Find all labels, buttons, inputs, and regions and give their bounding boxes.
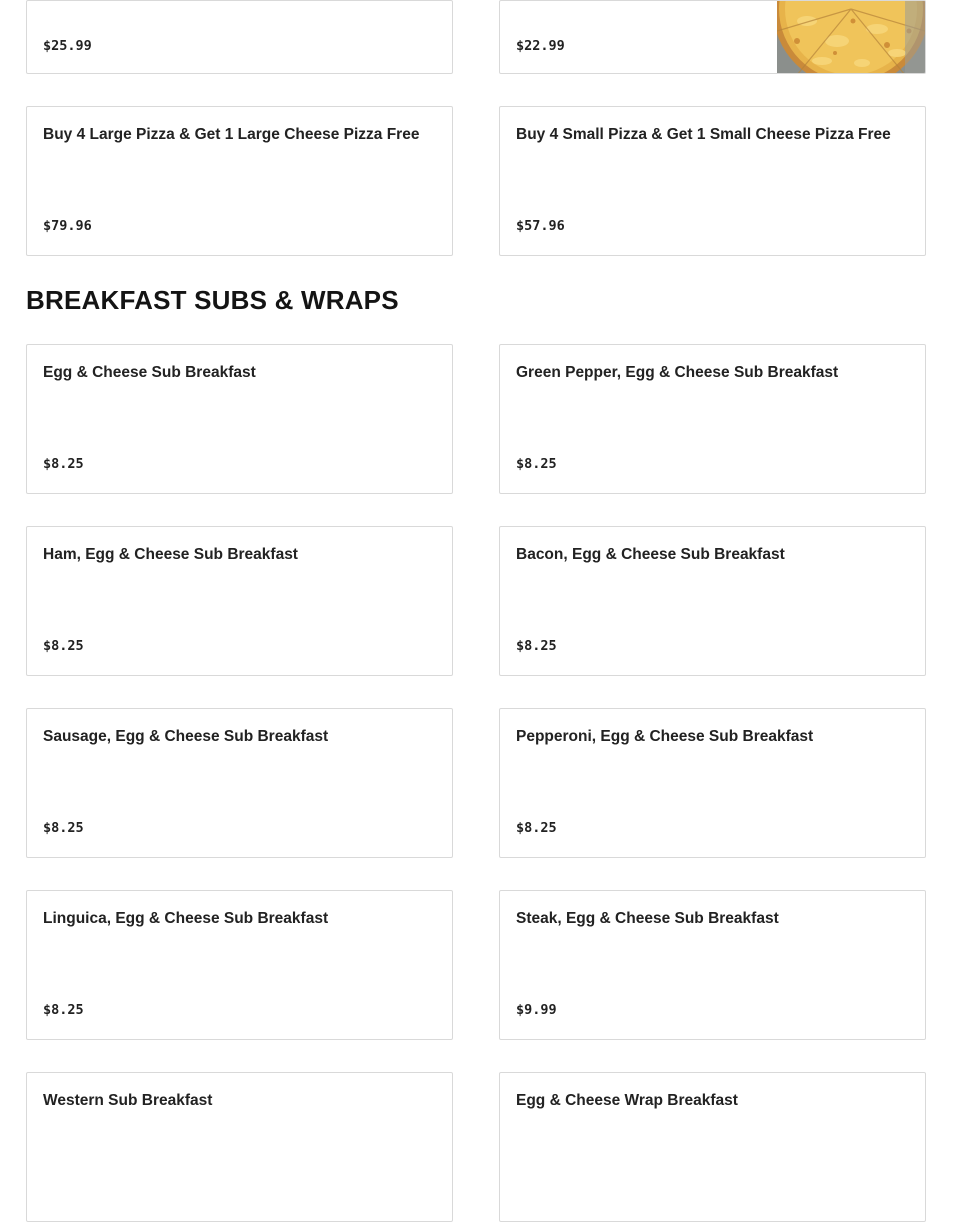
item-price: $9.99 <box>516 1002 557 1018</box>
item-price: $8.25 <box>43 820 84 836</box>
menu-item-card[interactable] <box>499 708 926 858</box>
item-price: $57.96 <box>516 218 565 234</box>
item-price: $8.25 <box>516 638 557 654</box>
item-name: Ham, Egg & Cheese Sub Breakfast <box>43 546 298 563</box>
item-name: Sausage, Egg & Cheese Sub Breakfast <box>43 728 329 745</box>
section-title: BREAKFAST SUBS & WRAPS <box>26 285 399 315</box>
menu-item-card[interactable] <box>26 1072 453 1222</box>
item-name: Buy 4 Large Pizza & Get 1 Large Cheese Pizza Free <box>43 126 420 143</box>
pizza-photo-icon <box>777 1 925 73</box>
item-name: Egg & Cheese Wrap Breakfast <box>516 1092 738 1109</box>
item-price: $79.96 <box>43 218 92 234</box>
item-price: $8.25 <box>516 456 557 472</box>
item-name: Buy 4 Small Pizza & Get 1 Small Cheese Pizza Free <box>516 126 891 143</box>
menu-item-card[interactable] <box>499 890 926 1040</box>
menu-item-card[interactable] <box>499 526 926 676</box>
item-price: $25.99 <box>43 38 92 54</box>
item-name: Linguica, Egg & Cheese Sub Breakfast <box>43 910 329 927</box>
menu-item-card[interactable] <box>26 526 453 676</box>
item-name: Bacon, Egg & Cheese Sub Breakfast <box>516 546 785 563</box>
item-name: Western Sub Breakfast <box>43 1092 213 1109</box>
menu-item-card[interactable] <box>499 106 926 256</box>
item-price: $8.25 <box>43 638 84 654</box>
item-name: Pepperoni, Egg & Cheese Sub Breakfast <box>516 728 814 745</box>
cheese-pizza-image <box>777 1 925 73</box>
item-name: Egg & Cheese Sub Breakfast <box>43 364 256 381</box>
menu-item-card[interactable] <box>26 106 453 256</box>
menu-item-card[interactable] <box>499 344 926 494</box>
menu-item-card[interactable] <box>26 0 453 74</box>
menu-item-card[interactable] <box>26 890 453 1040</box>
menu-item-card[interactable] <box>26 708 453 858</box>
item-name: Steak, Egg & Cheese Sub Breakfast <box>516 910 779 927</box>
item-price: $8.25 <box>43 1002 84 1018</box>
menu-item-card[interactable] <box>499 1072 926 1222</box>
menu-item-card[interactable] <box>26 344 453 494</box>
item-name: Green Pepper, Egg & Cheese Sub Breakfast <box>516 364 839 381</box>
item-price: $8.25 <box>43 456 84 472</box>
menu-item-card[interactable] <box>499 0 926 74</box>
item-price: $8.25 <box>516 820 557 836</box>
item-price: $22.99 <box>516 38 565 54</box>
